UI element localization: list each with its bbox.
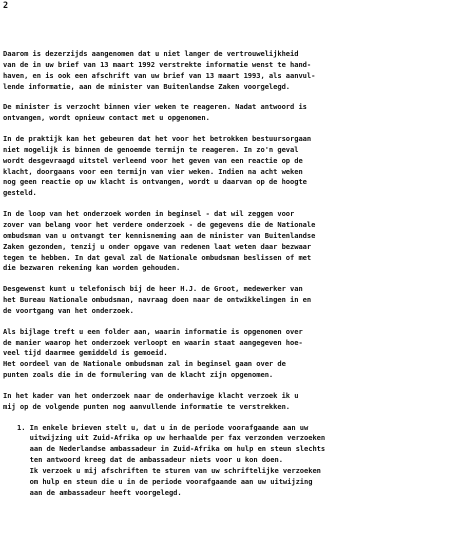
text-line: die bezwaren rekening kan worden gehouden. <box>3 263 181 273</box>
text-line: Daarom is dezerzijds aangenomen dat u niet langer de vertrouwelijkheid <box>3 49 299 58</box>
text-line: uitwijzing uit Zuid-Afrika op uw herhaalde per fax verzonden verzoeken <box>17 433 326 443</box>
text-line: Desgewenst kunt u telefonisch bij de heer H.J. de Groot, medewerker van <box>3 284 303 294</box>
text-line: Zaken gezonden, tenzij u onder opgave van redenen laat weten daar bezwaar <box>3 241 312 251</box>
text-line: De minister is verzocht binnen vier weken te reageren. Nadat antwoord is <box>3 102 307 112</box>
text-line: nog geen reactie op uw klacht is ontvangen, wordt u daarvan op de hoogte <box>3 177 307 187</box>
text-line: gesteld. <box>3 188 37 198</box>
paragraph-minister-request <box>3 102 447 124</box>
text-line: van de in uw brief van 13 maart 1992 verstrekte informatie wenst te hand- <box>3 59 312 69</box>
text-line: In het kader van het onderzoek naar de onderhavige klacht verzoek ik u <box>3 390 299 400</box>
text-line: lende informatie, aan de minister van Buitenlandse Zaken voorgelegd. <box>3 81 291 91</box>
text-line: veel tijd daarmee gemiddeld is gemoeid. <box>3 348 168 358</box>
paragraph-contact <box>3 284 447 317</box>
text-line: ontvangen, wordt opnieuw contact met u opgenomen. <box>3 113 210 123</box>
text-line: aan de ambassadeur heeft voorgelegd. <box>17 487 182 497</box>
text-line: zover van belang voor het verdere onderzoek - de gegevens die de Nationale <box>3 219 316 229</box>
text-line: klacht, doorgaans voor een termijn van vier weken. Indien na acht weken <box>3 166 303 176</box>
text-line: het Bureau Nationale ombudsman, navraag doen naar de ontwikkelingen in en <box>3 295 312 305</box>
text-line: 1. In enkele brieven stelt u, dat u in de periode voorafgaande aan uw <box>17 422 309 432</box>
text-line: punten zoals die in de formulering van de klacht zijn opgenomen. <box>3 370 274 380</box>
text-line: ten antwoord kreeg dat de ambassadeur niets voor u kon doen. <box>17 455 283 465</box>
text-line: wordt desgevraagd uitstel verleend voor het geven van een reactie op de <box>3 155 303 165</box>
paragraph-request-intro <box>3 391 447 413</box>
text-line: de voortgang van het onderzoek. <box>3 305 134 315</box>
page-number: 2 <box>3 1 9 11</box>
paragraph-enclosure <box>3 327 447 381</box>
text-line: mij op de volgende punten nog aanvullende informatie te verstrekken. <box>3 401 291 411</box>
text-line: Als bijlage treft u een folder aan, waarin informatie is opgenomen over <box>3 326 303 336</box>
text-line: niet mogelijk is binnen de genoemde termijn te reageren. In zo'n geval <box>3 144 299 154</box>
letter-body <box>3 49 447 499</box>
text-line: ombudsman van u ontvangt ter kennisneming aan de minister van Buitenlandse <box>3 230 316 240</box>
text-line: In de praktijk kan het gebeuren dat het voor het betrokken bestuursorgaan <box>3 134 312 144</box>
numbered-list-item <box>17 423 447 499</box>
text-line: Het oordeel van de Nationale ombudsman zal in beginsel gaan over de <box>3 359 286 369</box>
text-line: om hulp en steun die u in de periode voorafgaande aan uw uitwijzing <box>17 476 313 486</box>
paragraph-confidentiality <box>3 49 447 92</box>
paragraph-information-sharing <box>3 209 447 274</box>
text-line: aan de Nederlandse ambassadeur in Zuid-Afrika om hulp en steun slechts <box>17 444 326 454</box>
text-line: tegen te hebben. In dat geval zal de Nationale ombudsman beslissen of met <box>3 252 312 262</box>
paragraph-deadline-extension <box>3 134 447 199</box>
text-line: haven, en is ook een afschrift van uw brief van 13 maart 1993, als aanvul- <box>3 70 316 80</box>
text-line: Ik verzoek u mij afschriften te sturen van uw schriftelijke verzoeken <box>17 466 321 475</box>
text-line: de manier waarop het onderzoek verloopt en waarin staat aangegeven hoe- <box>3 337 303 347</box>
text-line: In de loop van het onderzoek worden in beginsel - dat wil zeggen voor <box>3 209 295 219</box>
